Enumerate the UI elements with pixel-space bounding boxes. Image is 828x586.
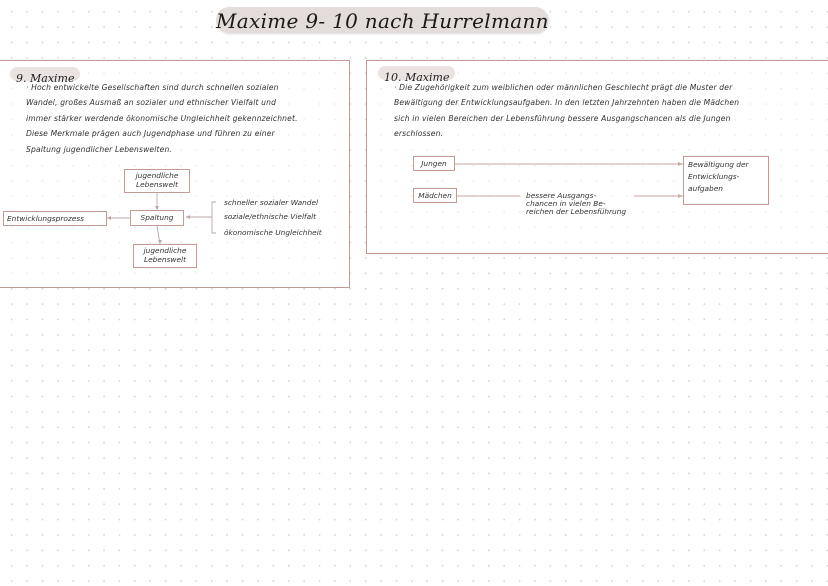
arrow-head: [678, 194, 683, 198]
paragraph-line: · Die Zugehörigkeit zum weiblichen oder männlichen Geschlecht prägt die Muster der: [394, 83, 733, 92]
node-line: jugendliche: [135, 171, 179, 180]
paragraph-line: erschlossen.: [394, 129, 444, 139]
node-line: Lebenswelt: [144, 255, 186, 264]
node-line: Spaltung: [140, 213, 174, 222]
label-line: reichen der Lebensführung: [526, 207, 627, 216]
node-line: Entwicklungs-: [688, 172, 740, 181]
cause-label: soziale/ethnische Vielfalt: [224, 212, 317, 221]
cause-label: ökonomische Ungleichheit: [224, 228, 322, 237]
paragraph-line: Spaltung jugendlicher Lebenswelten.: [26, 144, 172, 154]
paragraph-line: sich in vielen Bereichen der Lebensführung bessere Ausgangschancen als die Jungen: [394, 113, 731, 123]
arrow-head: [678, 162, 683, 166]
page-title: Maxime 9- 10 nach Hurrelmann: [216, 9, 549, 33]
label-line: bessere Ausgangs-: [526, 191, 597, 200]
paragraph-line: Bewältigung der Entwicklungsaufgaben. In den letzten Jahrzehnten haben die Mädchen: [394, 98, 740, 108]
section-10-heading: 10. Maxime: [384, 71, 450, 84]
cause-label: schneller sozialer Wandel: [224, 198, 319, 207]
node-line: Lebenswelt: [136, 180, 178, 189]
label-line: chancen in vielen Be-: [526, 199, 606, 208]
node-line: aufgaben: [688, 184, 723, 193]
node-line: Jungen: [421, 159, 447, 168]
paragraph-line: Wandel, großes Ausmaß an sozialer und ethnischer Vielfalt und: [26, 98, 277, 108]
node-line: Entwicklungsprozess: [7, 214, 85, 223]
node-line: jugendliche: [143, 246, 187, 255]
paragraph-line: · Hoch entwickelte Gesellschaften sind durch schnellen sozialen: [26, 83, 279, 92]
node-line: Bewältigung der: [688, 160, 749, 169]
paragraph-line: immer stärker werdende ökonomische Ungleichheit gekennzeichnet.: [26, 113, 298, 123]
section-9-heading: 9. Maxime: [16, 72, 75, 85]
node-line: Mädchen: [418, 191, 452, 200]
paragraph-line: Diese Merkmale prägen auch Jugendphase und führen zu einer: [26, 129, 275, 139]
